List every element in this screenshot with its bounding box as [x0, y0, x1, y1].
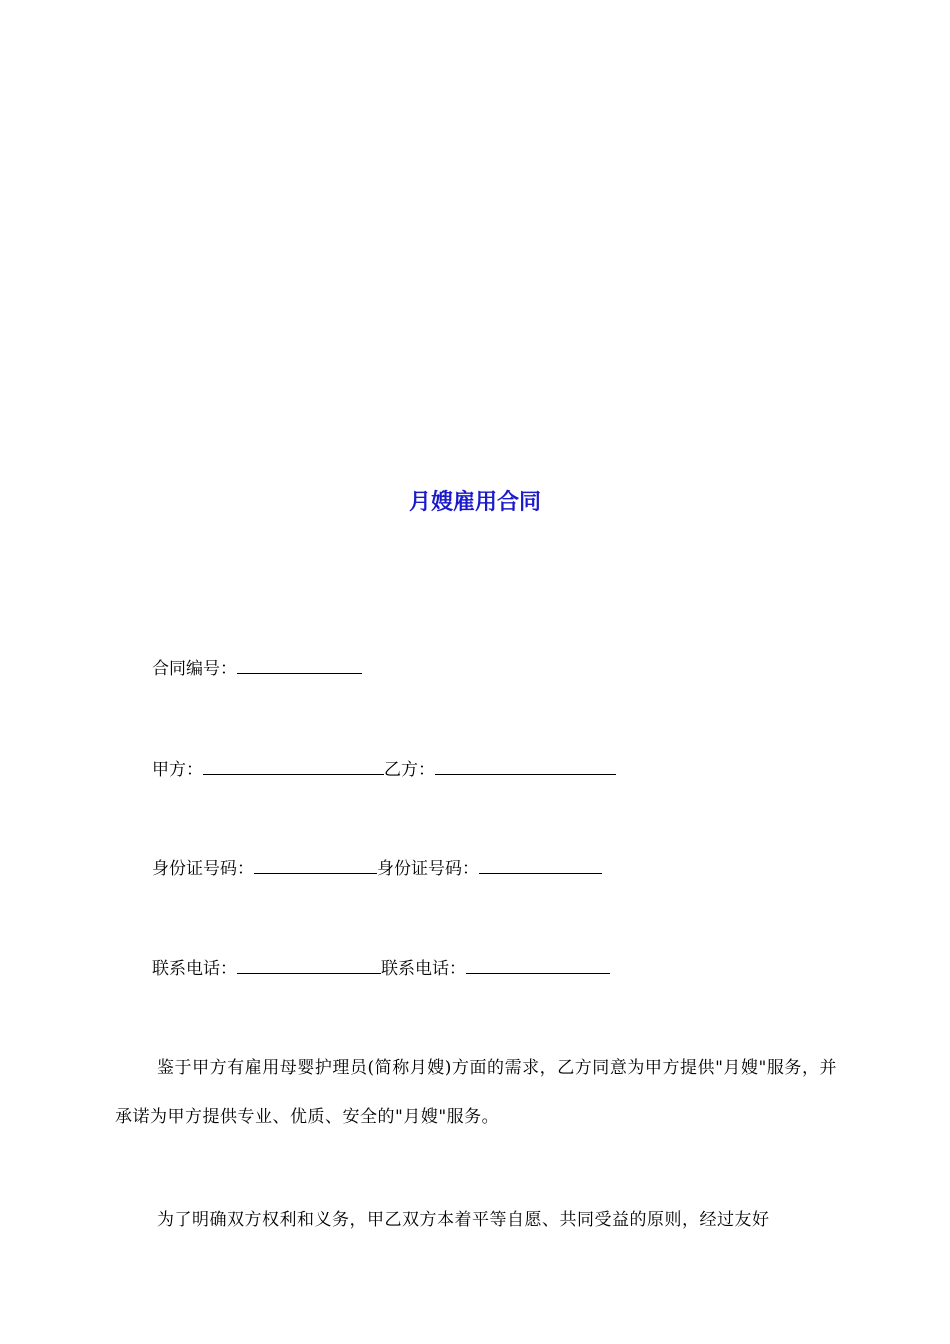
contract-number-blank [237, 658, 362, 674]
contract-number-label: 合同编号： [152, 659, 237, 679]
preamble-paragraph: 鉴于甲方有雇用母婴护理员(简称月嫂)方面的需求，乙方同意为甲方提供"月嫂"服务，并承诺为甲方提供专业、优质、安全的"月嫂"服务。 [115, 1058, 837, 1127]
document-title: 月嫂雇用合同 [408, 490, 541, 515]
id-number-line [152, 857, 602, 881]
party-a-id-label: 身份证号码： [152, 859, 254, 879]
phone-line [152, 957, 610, 981]
party-b-phone-blank [466, 958, 610, 974]
parties-line [152, 758, 616, 782]
party-a-phone-label: 联系电话： [152, 959, 237, 979]
purpose-paragraph: 为了明确双方权利和义务，甲乙双方本着平等自愿、共同受益的原则，经过友好 [157, 1210, 770, 1230]
party-b-phone-label: 联系电话： [381, 959, 466, 979]
party-a-id-blank [254, 858, 377, 874]
party-a-label: 甲方： [152, 760, 203, 780]
party-b-label: 乙方： [384, 760, 435, 780]
party-a-phone-blank [237, 958, 381, 974]
party-a-blank [203, 759, 384, 775]
party-b-id-label: 身份证号码： [377, 859, 479, 879]
party-b-blank [435, 759, 616, 775]
party-b-id-blank [479, 858, 602, 874]
contract-number-line [152, 657, 362, 681]
